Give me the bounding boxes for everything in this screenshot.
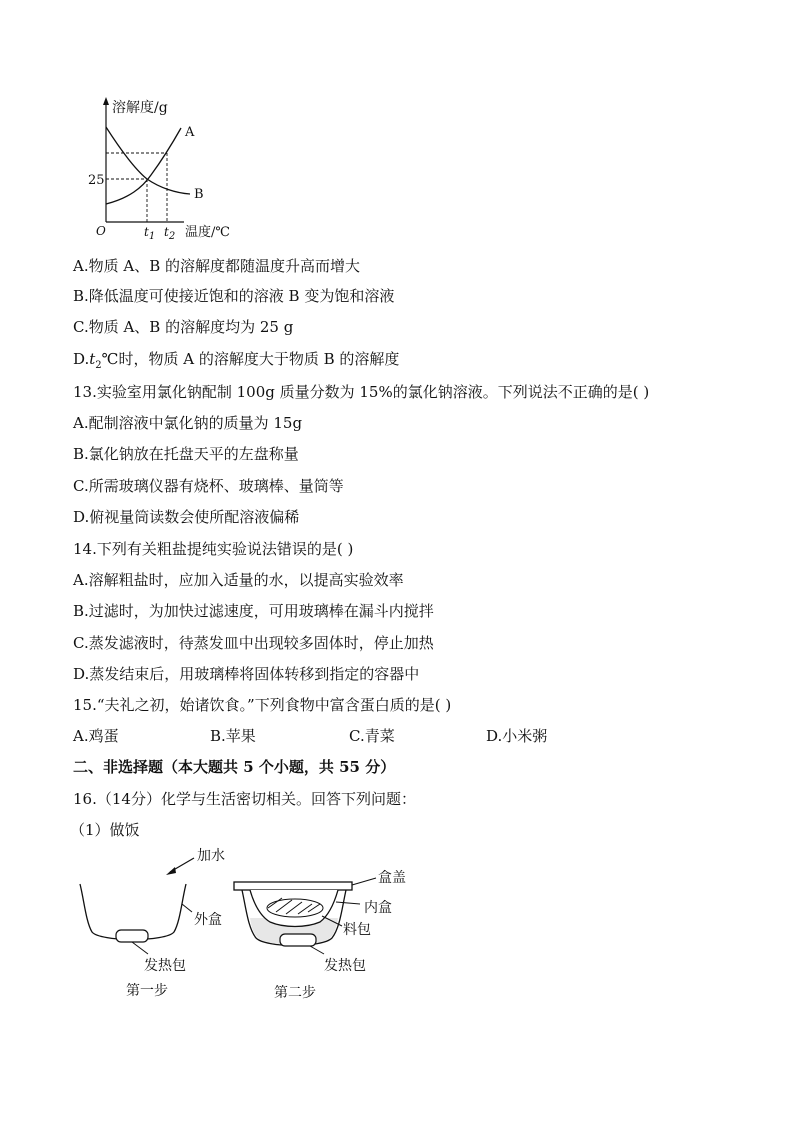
curve-b bbox=[106, 127, 190, 194]
add-water-label: 加水 bbox=[197, 848, 225, 864]
inner-box-leader bbox=[336, 902, 360, 904]
seasoning-label: 料包 bbox=[343, 922, 371, 938]
heat-pack-2-label: 发热包 bbox=[324, 958, 366, 974]
t2-label: $t_2$ bbox=[164, 225, 176, 242]
x-axis-label: 温度/℃ bbox=[185, 225, 230, 240]
outer-box-leader bbox=[182, 904, 192, 912]
q13-option-a: A.配制溶液中氯化钠的质量为 15g bbox=[73, 414, 303, 432]
q12-option-c: C.物质 A、B 的溶解度均为 25 g bbox=[73, 318, 294, 336]
q14-option-c: C.蒸发滤液时，待蒸发皿中出现较多固体时，停止加热 bbox=[73, 634, 434, 652]
curve-a bbox=[106, 128, 181, 204]
heat-pack-2-leader bbox=[310, 946, 324, 954]
add-water-arrowhead bbox=[166, 867, 176, 875]
outer-box-label: 外盒 bbox=[194, 912, 222, 928]
step2-label: 第二步 bbox=[274, 985, 316, 1001]
q13-option-d: D.俯视量筒读数会使所配溶液偏稀 bbox=[73, 508, 300, 526]
heat-pack-step2 bbox=[280, 934, 316, 946]
q14-stem: 14.下列有关粗盐提纯实验说法错误的是( ) bbox=[73, 540, 354, 558]
heat-pack-1-leader bbox=[132, 942, 148, 954]
q14-option-a: A.溶解粗盐时，应加入适量的水，以提高实验效率 bbox=[73, 571, 404, 589]
section-2-heading: 二、非选择题（本大题共 5 个小题，共 55 分） bbox=[73, 758, 396, 776]
q13-option-c: C.所需玻璃仪器有烧杯、玻璃棒、量筒等 bbox=[73, 477, 344, 495]
heat-pack-step1 bbox=[116, 930, 148, 942]
q15-option-c: C.青菜 bbox=[349, 727, 395, 745]
q12-option-b: B.降低温度可使接近饱和的溶液 B 变为饱和溶液 bbox=[73, 287, 395, 305]
lid-label: 盒盖 bbox=[378, 870, 406, 886]
origin-label: O bbox=[96, 224, 106, 238]
y-axis-label: 溶解度/g bbox=[112, 100, 168, 116]
q16-stem: 16.（14分）化学与生活密切相关。回答下列问题： bbox=[73, 790, 416, 808]
q14-option-d: D.蒸发结束后，用玻璃棒将固体转移到指定的容器中 bbox=[73, 665, 420, 683]
q13-option-b: B.氯化钠放在托盘天平的左盘称量 bbox=[73, 445, 299, 463]
inner-box-label: 内盒 bbox=[364, 900, 392, 916]
solubility-graph bbox=[84, 92, 254, 242]
step1-label: 第一步 bbox=[126, 983, 168, 999]
y-axis-arrow bbox=[103, 97, 109, 105]
q15-stem: 15.“夫礼之初，始诸饮食。”下列食物中富含蛋白质的是( ) bbox=[73, 696, 452, 714]
q15-option-d: D.小米粥 bbox=[486, 727, 548, 745]
q12-option-d bbox=[73, 349, 399, 376]
q12-option-d-rest: ℃时，物质 A 的溶解度大于物质 B 的溶解度 bbox=[101, 350, 400, 368]
q15-option-a: A.鸡蛋 bbox=[73, 727, 119, 745]
q13-stem: 13.实验室用氯化钠配制 100g 质量分数为 15%的氯化钠溶液。下列说法不正确的是( ) bbox=[73, 383, 650, 401]
curve-a-label: A bbox=[185, 125, 195, 140]
q14-option-b: B.过滤时，为加快过滤速度，可用玻璃棒在漏斗内搅拌 bbox=[73, 602, 434, 620]
lid-leader bbox=[352, 878, 376, 885]
self-heating-figure bbox=[70, 842, 420, 1007]
q12-option-a: A.物质 A、B 的溶解度都随温度升高而增大 bbox=[73, 257, 360, 275]
q16-sub1: （1）做饭 bbox=[70, 821, 140, 839]
q12-option-d-t: t bbox=[89, 350, 96, 368]
q12-option-d-sub: 2 bbox=[95, 360, 102, 371]
heat-pack-1-label: 发热包 bbox=[144, 958, 186, 974]
lid bbox=[234, 882, 352, 890]
q15-option-b: B.苹果 bbox=[210, 727, 256, 745]
curve-b-label: B bbox=[194, 187, 204, 202]
t1-label: $t_1$ bbox=[144, 225, 156, 242]
q12-option-d-prefix: D. bbox=[73, 350, 90, 368]
y-tick-25: 25 bbox=[88, 173, 105, 188]
